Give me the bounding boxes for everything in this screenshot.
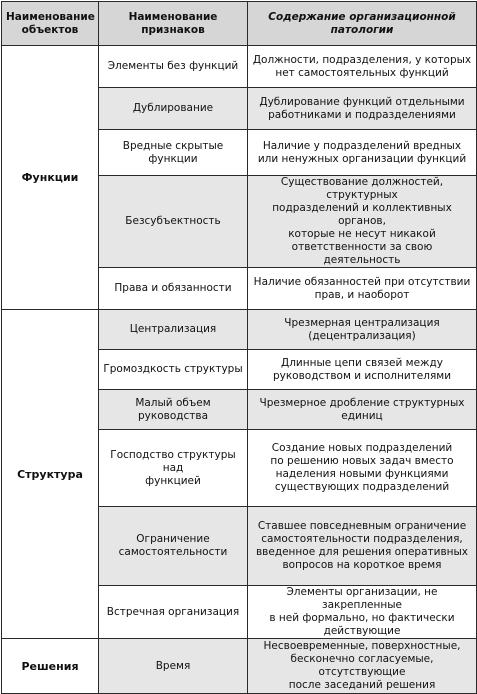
description-cell — [248, 130, 477, 176]
description-cell — [248, 639, 477, 694]
text-line: действующие — [323, 625, 401, 637]
description-cell — [248, 88, 477, 130]
text-line: Малый объем руководства — [135, 396, 211, 422]
text-line: наделения новыми функциями — [275, 468, 449, 480]
text-line: Ставшее повседневным ограничение — [257, 520, 467, 532]
description-cell — [248, 268, 477, 310]
text-line: Существование должностей, структурных — [280, 176, 444, 201]
text-line: Дублирование — [132, 102, 214, 114]
description-cell — [248, 46, 477, 88]
text-line: по решению новых задач вместо — [270, 455, 454, 467]
feature-cell — [99, 310, 248, 350]
object-cell: Решения — [2, 639, 99, 694]
feature-cell — [99, 88, 248, 130]
feature-cell — [99, 350, 248, 390]
feature-cell — [99, 390, 248, 430]
text-line: единиц — [341, 409, 383, 422]
text-line: после заседаний решения — [288, 679, 436, 691]
text-line: вопросов на короткое время — [282, 559, 442, 571]
feature-cell — [99, 130, 248, 176]
text-line: самостоятельности подразделения, — [261, 533, 463, 545]
description-cell — [248, 176, 477, 268]
text-line: Наличие обязанностей при отсутствии — [253, 275, 471, 288]
text-line: нет самостоятельных функций — [275, 66, 449, 79]
table-row — [2, 310, 477, 350]
description-cell — [248, 586, 477, 639]
feature-cell — [99, 46, 248, 88]
text-line: Господство структуры над — [110, 448, 236, 474]
header-features — [99, 2, 248, 46]
text-line: подразделений и коллективных органов, — [272, 202, 452, 227]
header-line: патологии — [330, 23, 394, 36]
header-objects — [2, 2, 99, 46]
header-line: Наименование — [6, 10, 95, 23]
text-line: введенное для решения оперативных — [255, 546, 468, 558]
text-line: Безсубъектность — [125, 215, 221, 227]
object-cell: Функции — [2, 46, 99, 310]
description-cell — [248, 430, 477, 507]
header-content — [248, 2, 477, 46]
description-cell — [248, 507, 477, 586]
text-line: Элементы организации, не закрепленные — [286, 586, 438, 611]
text-line: Создание новых подразделений — [271, 442, 453, 454]
object-cell: Структура — [2, 310, 99, 639]
feature-cell — [99, 507, 248, 586]
description-cell — [248, 350, 477, 390]
header-row — [2, 2, 477, 46]
text-line: Наличие у подразделений вредных — [262, 139, 462, 152]
text-line: бесконечно согласуемые, отсутствующие — [290, 653, 434, 678]
text-line: Элементы без функций — [107, 60, 239, 72]
feature-cell — [99, 268, 248, 310]
text-line: самостоятельности — [118, 546, 228, 558]
table-row — [2, 639, 477, 694]
feature-cell — [99, 586, 248, 639]
table-body — [2, 46, 477, 694]
text-line: Длинные цепи связей между — [281, 356, 443, 369]
text-line: или ненужных организации функций — [257, 152, 467, 165]
header-line: Наименование — [128, 10, 218, 23]
text-line: Права и обязанности — [114, 282, 232, 294]
text-line: Централизация — [129, 323, 217, 335]
text-line: прав, и наоборот — [314, 288, 410, 301]
pathology-table — [1, 1, 477, 694]
feature-cell — [99, 176, 248, 268]
text-line: Должности, подразделения, у которых — [252, 53, 472, 66]
text-line: Чрезмерное дробление структурных — [259, 396, 465, 409]
feature-cell — [99, 639, 248, 694]
text-line: Время — [155, 659, 191, 672]
text-line: Вредные скрытые — [122, 139, 224, 152]
text-line: руководством и исполнителями — [272, 369, 452, 382]
text-line: (децентрализация) — [308, 329, 416, 342]
text-line: функцией — [145, 474, 201, 487]
description-cell — [248, 310, 477, 350]
feature-cell — [99, 430, 248, 507]
table-row — [2, 46, 477, 88]
header-line: объектов — [21, 23, 79, 36]
text-line: Дублирование функций отдельными — [259, 95, 465, 108]
table-header — [2, 2, 477, 46]
text-line: существующих подразделений — [274, 481, 450, 493]
text-line: Ограничение — [136, 533, 210, 545]
text-line: работниками и подразделениями — [268, 108, 456, 121]
header-line: признаков — [141, 23, 205, 36]
text-line: в ней формально, но фактически — [269, 612, 455, 624]
header-line: Содержание организационной — [268, 10, 456, 23]
text-line: функции — [148, 152, 198, 165]
text-line: Встречная организация — [106, 605, 240, 618]
text-line: ответственности за свою деятельность — [291, 241, 433, 266]
text-line: Несвоевременные, поверхностные, — [263, 640, 461, 652]
text-line: которые не несут никакой — [288, 228, 436, 240]
description-cell — [248, 390, 477, 430]
text-line: Чрезмерная централизация — [284, 316, 440, 329]
text-line: Громоздкость структуры — [103, 363, 243, 375]
